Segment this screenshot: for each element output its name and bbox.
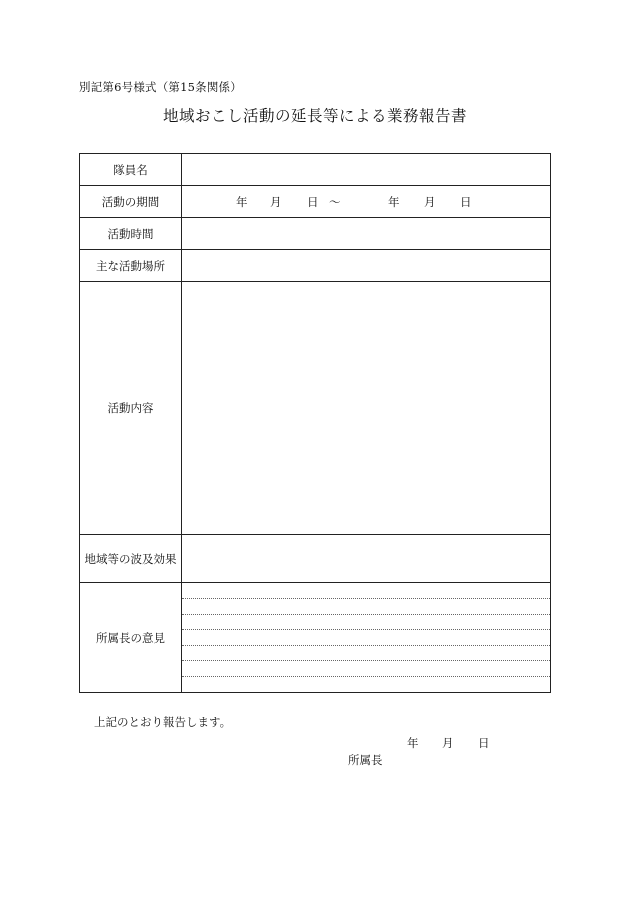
activity-place-label: 主な活動場所 [80, 250, 182, 282]
affiliation-head-label: 所属長 [348, 753, 383, 767]
activity-period-field[interactable] [182, 186, 551, 218]
footer-date-year-unit: 年 [407, 736, 419, 750]
activity-place-field[interactable] [182, 250, 551, 282]
period-end-year-unit: 年 [388, 194, 400, 209]
row-activity-place [80, 250, 551, 282]
row-member-name [80, 154, 551, 186]
period-range-tilde: ～ [329, 194, 341, 209]
activity-period-label: 活動の期間 [80, 186, 182, 218]
activity-content-field[interactable] [182, 282, 551, 535]
opinion-ruled-line [182, 645, 550, 646]
row-activity-period [80, 186, 551, 218]
footer-date-month-unit: 月 [442, 736, 454, 750]
period-start-day-unit: 日 [307, 194, 319, 209]
period-end-day-unit: 日 [460, 194, 472, 209]
period-end-month-unit: 月 [424, 194, 436, 209]
member-name-label: 隊員名 [80, 154, 182, 186]
member-name-field[interactable] [182, 154, 551, 186]
opinion-ruled-line [182, 598, 550, 599]
report-statement: 上記のとおり報告します。 [94, 715, 232, 729]
period-start-year-unit: 年 [236, 194, 248, 209]
row-activity-content [80, 282, 551, 535]
ripple-effect-field[interactable] [182, 535, 551, 583]
form-number-label: 別記第6号様式（第15条関係） [79, 80, 242, 94]
activity-content-label: 活動内容 [80, 282, 182, 535]
report-form-table [79, 153, 551, 693]
opinion-ruled-lines [182, 583, 550, 692]
document-title: 地域おこし活動の延長等による業務報告書 [162, 107, 467, 125]
opinion-ruled-line [182, 629, 550, 630]
opinion-ruled-line [182, 660, 550, 661]
opinion-ruled-line [182, 614, 550, 615]
period-start-month-unit: 月 [270, 194, 282, 209]
supervisor-opinion-label: 所属長の意見 [80, 583, 182, 693]
row-supervisor-opinion [80, 583, 551, 693]
row-ripple-effect [80, 535, 551, 583]
activity-hours-label: 活動時間 [80, 218, 182, 250]
supervisor-opinion-field[interactable] [182, 583, 551, 693]
activity-hours-field[interactable] [182, 218, 551, 250]
ripple-effect-label: 地域等の波及効果 [80, 535, 182, 583]
opinion-ruled-line [182, 676, 550, 677]
row-activity-hours [80, 218, 551, 250]
footer-date-day-unit: 日 [478, 736, 490, 750]
